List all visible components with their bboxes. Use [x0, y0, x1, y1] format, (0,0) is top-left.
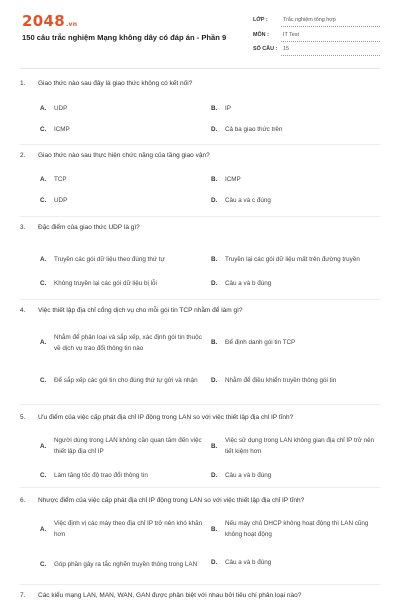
option-d[interactable]: [211, 557, 376, 568]
logo-text: 2048: [22, 12, 65, 30]
option-letter: B.: [211, 442, 218, 450]
question-title: [20, 592, 382, 599]
option-letter: A.: [40, 105, 47, 112]
question-divider: [20, 487, 380, 488]
option-a[interactable]: [40, 103, 205, 114]
option-b[interactable]: [211, 174, 376, 185]
option-text: Để sắp xếp các gói tin cho đúng thứ tự gửi và nhận: [54, 376, 198, 384]
option-text: Câu a và b đúng: [225, 472, 272, 479]
option-letter: C.: [40, 376, 47, 384]
option-letter: D.: [211, 376, 218, 384]
option-letter: B.: [211, 525, 218, 533]
option-d[interactable]: [211, 470, 376, 481]
option-d[interactable]: [211, 369, 381, 391]
meta-underline: [281, 26, 380, 27]
option-letter: B.: [211, 105, 218, 112]
option-c[interactable]: [40, 369, 206, 391]
logo-suffix: .vn: [65, 21, 78, 28]
option-b[interactable]: [211, 326, 376, 359]
option-letter: D.: [211, 280, 218, 287]
option-text: ICMP: [225, 176, 241, 183]
option-text: Nếu máy chủ DHCP không hoạt động thì LAN cũng không hoạt động: [225, 520, 369, 538]
option-text: Câu a và b đúng: [225, 280, 272, 287]
option-a[interactable]: [40, 174, 205, 185]
option-text: IP: [225, 105, 231, 112]
option-text: Truyền các gói dữ liệu theo đúng thứ tự: [54, 255, 165, 263]
option-letter: D.: [211, 472, 218, 479]
document-header: [0, 0, 400, 72]
option-letter: C.: [40, 197, 47, 204]
option-text: Câu a và c đúng: [225, 197, 271, 204]
option-text: Nhằm để điều khiển truyền thông gói tin: [225, 376, 337, 384]
option-letter: A.: [40, 176, 47, 183]
option-d[interactable]: [211, 278, 376, 289]
question-number: 5.: [20, 414, 26, 421]
meta-value: IT Test: [283, 32, 299, 38]
option-letter: D.: [211, 197, 218, 204]
option-a[interactable]: [40, 518, 206, 540]
option-b[interactable]: [211, 248, 376, 270]
question-number: 4.: [20, 307, 26, 314]
question-title: [20, 224, 382, 231]
option-text: Làm tăng tốc độ trao đổi thông tin: [54, 472, 148, 479]
question-number: 1.: [20, 80, 26, 87]
option-c[interactable]: [40, 278, 208, 289]
option-c[interactable]: [40, 124, 205, 135]
option-text: Nhằm để phân loại và sắp xếp, xác định gói tin thuộc về dịch vụ trao đổi thông tin nào: [54, 333, 202, 352]
question-number: 6.: [20, 497, 26, 504]
option-letter: B.: [211, 255, 218, 263]
question-number: 2.: [20, 152, 26, 159]
option-text: Truyền lại các gói dữ liệu mất trên đường truyền: [225, 255, 360, 263]
option-d[interactable]: [211, 195, 376, 206]
option-text: UDP: [54, 197, 68, 204]
option-a[interactable]: [40, 435, 208, 457]
question-text: Ưu điểm của việc cấp phát địa chỉ IP động trong LAN so với việc thiết lập địa chỉ IP tĩnh?: [38, 414, 294, 421]
question-text: Giao thức nào sau đây là giao thức không có kết nối?: [38, 80, 193, 87]
option-text: TCP: [54, 176, 67, 183]
question-title: [20, 497, 382, 504]
option-c[interactable]: [40, 195, 205, 206]
option-letter: A.: [40, 339, 47, 346]
option-text: UDP: [54, 105, 68, 112]
question-title: [20, 307, 382, 314]
option-b[interactable]: [211, 518, 381, 540]
option-text: Cả ba giao thức trên: [225, 126, 283, 133]
question-divider: [20, 144, 380, 145]
option-text: Việc sử dụng trong LAN không gian địa chỉ IP trở nên tiết kiệm hơn: [225, 437, 375, 455]
option-c[interactable]: [40, 553, 206, 575]
option-text: Người dùng trong LAN không cần quan tâm đến việc thiết lập địa chỉ IP: [54, 437, 202, 455]
site-logo[interactable]: [22, 12, 77, 30]
option-text: Việc định vị các máy theo địa chỉ IP trở nên khó khăn hơn: [54, 520, 203, 538]
question-number: 7.: [20, 592, 26, 599]
question-text: Các kiểu mạng LAN, MAN, WAN, GAN được phân biệt với nhau bởi tiêu chí phân loại nào?: [38, 592, 302, 599]
option-a[interactable]: [40, 326, 206, 359]
meta-value: Trắc nghiệm tổng hợp: [283, 17, 336, 23]
option-text: Góp phần gây ra tắc nghẽn truyền thông trong LAN: [54, 560, 198, 568]
option-letter: C.: [40, 472, 47, 479]
option-d[interactable]: [211, 124, 376, 135]
option-letter: A.: [40, 255, 47, 263]
option-letter: B.: [211, 339, 218, 346]
meta-label: SỐ CÂU :: [253, 46, 278, 52]
option-letter: D.: [211, 559, 218, 566]
question-text: Nhược điểm của việc cấp phát địa chỉ IP động trong LAN so với việc thiết lập địa chỉ IP tĩnh?: [38, 497, 305, 504]
question-title: [20, 414, 382, 421]
document-title: 150 câu trắc nghiệm Mạng không dây có đáp án - Phần 9: [22, 33, 227, 42]
question-divider: [20, 216, 380, 217]
option-a[interactable]: [40, 248, 208, 270]
option-letter: D.: [211, 126, 218, 133]
option-text: Câu a và b đúng: [225, 559, 272, 566]
option-letter: C.: [40, 280, 47, 287]
option-letter: A.: [40, 442, 47, 450]
question-text: Đặc điểm của giao thức UDP là gì?: [38, 224, 140, 231]
option-b[interactable]: [211, 435, 381, 457]
question-divider: [20, 404, 380, 405]
header-divider: [20, 68, 380, 69]
meta-underline: [281, 55, 380, 56]
meta-label: LỚP :: [253, 17, 268, 23]
option-c[interactable]: [40, 470, 208, 481]
question-divider: [20, 584, 380, 585]
question-number: 3.: [20, 224, 26, 231]
option-b[interactable]: [211, 103, 376, 114]
question-text: Việc thiết lập địa chỉ cổng dịch vụ cho mỗi gói tin TCP nhằm để làm gì?: [38, 307, 243, 314]
meta-underline: [281, 41, 380, 42]
question-divider: [20, 299, 380, 300]
option-letter: C.: [40, 126, 47, 133]
meta-value: 15: [283, 46, 289, 52]
option-text: Không truyền lại các gói dữ liệu bị lỗi: [54, 280, 157, 287]
option-letter: B.: [211, 176, 218, 183]
option-text: Để định danh gói tin TCP: [225, 339, 296, 346]
meta-label: MÔN :: [253, 32, 269, 38]
question-text: Giao thức nào sau thực hiện chức năng của tầng giao vận?: [38, 152, 210, 159]
option-letter: A.: [40, 525, 47, 533]
option-text: ICMP: [54, 126, 70, 133]
option-letter: C.: [40, 560, 47, 568]
question-title: [20, 80, 382, 87]
question-title: [20, 152, 382, 159]
